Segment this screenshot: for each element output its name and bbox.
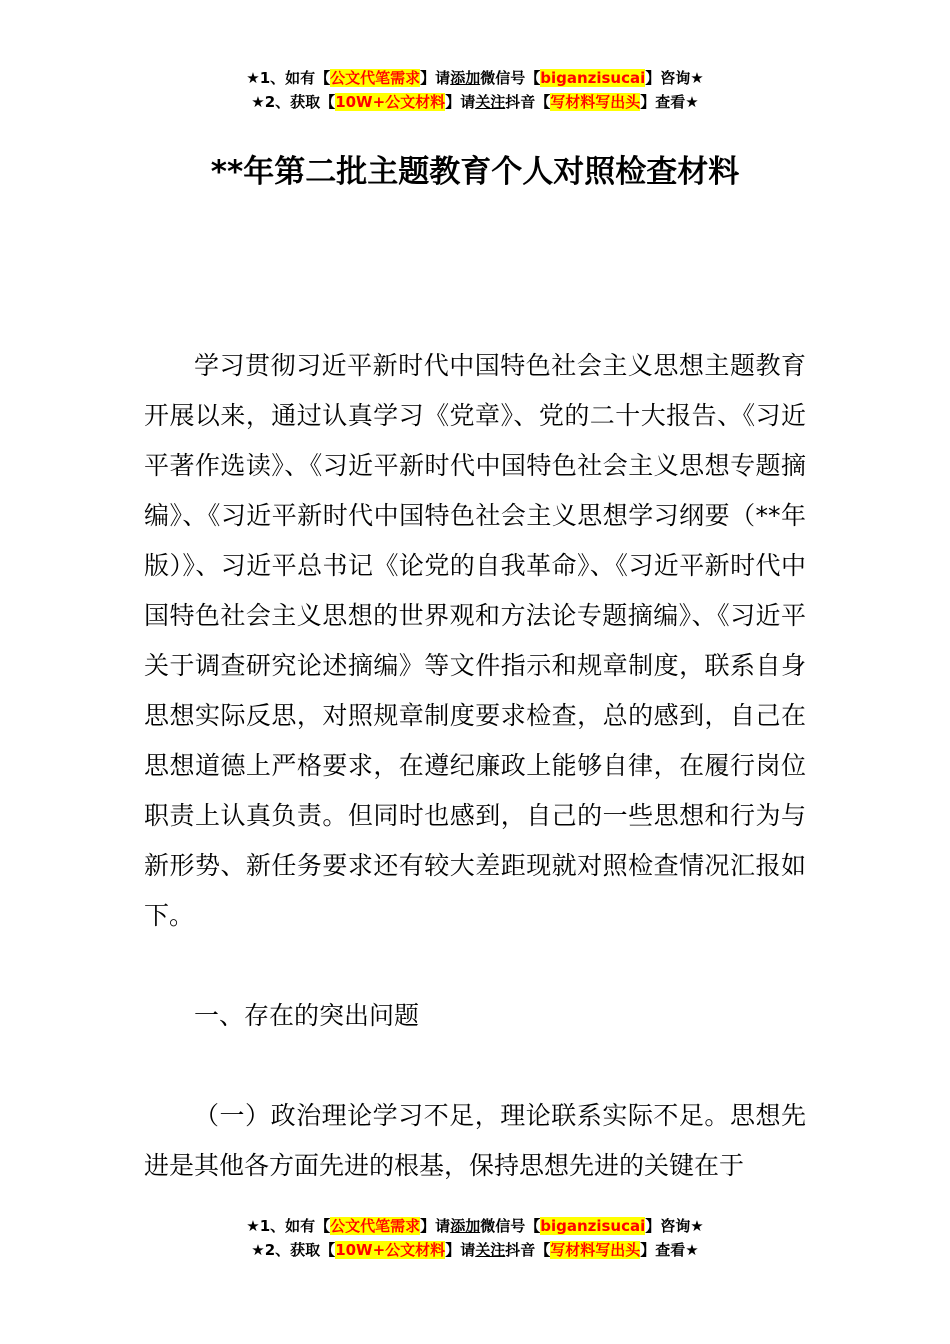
promo-account: 写材料写出头 [550, 93, 641, 111]
promo-highlight: 公文代笔需求 [330, 69, 421, 87]
promo-text: ★2、获取【 [251, 1241, 336, 1259]
footer-promo-banner [0, 1214, 950, 1262]
promo-wechat-id: biganzisucai [540, 1217, 646, 1235]
promo-underlined: 添加 [450, 69, 481, 87]
promo-highlight: 10W+公文材料 [335, 93, 446, 111]
promo-underlined: 关注 [475, 1241, 506, 1259]
promo-highlight: 公文代笔需求 [330, 1217, 421, 1235]
promo-line-2 [0, 1238, 950, 1262]
promo-text: 抖音【 [505, 93, 551, 111]
document-body [144, 341, 806, 1191]
promo-text: 抖音【 [505, 1241, 551, 1259]
intro-paragraph: 学习贯彻习近平新时代中国特色社会主义思想主题教育开展以来，通过认真学习《党章》、党的二十大报告、《习近平著作选读》、《习近平新时代中国特色社会主义思想专题摘编》、《习近平新时代中国特色社会主义思想学习纲要（**年版）》、习近平总书记《论党的自我革命》、《习近平新时代中国特色社会主义思想的世界观和方法论专题摘编》、《习近平关于调查研究论述摘编》等文件指示和规章制度，联系自身思想实际反思，对照规章制度要求检查，总的感到，自己在思想道德上严格要求，在遵纪廉政上能够自律，在履行岗位职责上认真负责。但同时也感到，自己的一些思想和行为与新形势、新任务要求还有较大差距现就对照检查情况汇报如下。 [144, 351, 806, 930]
paragraph-spacer [144, 1041, 806, 1091]
promo-line-1 [0, 1214, 950, 1238]
promo-text: ★1、如有【 [246, 69, 331, 87]
promo-underlined: 关注 [475, 93, 506, 111]
promo-text: 】查看★ [640, 93, 699, 111]
header-promo-banner [0, 66, 950, 114]
promo-text: 】请 [420, 1217, 451, 1235]
promo-text: 微信号【 [480, 1217, 541, 1235]
document-title: **年第二批主题教育个人对照检查材料 [210, 154, 740, 190]
promo-text: 】请 [445, 1241, 476, 1259]
promo-underlined: 添加 [450, 1217, 481, 1235]
promo-text: ★2、获取【 [251, 93, 336, 111]
promo-text: ★1、如有【 [246, 1217, 331, 1235]
promo-text: 】请 [445, 93, 476, 111]
promo-account: 写材料写出头 [550, 1241, 641, 1259]
promo-line-2 [0, 90, 950, 114]
promo-text: 】查看★ [640, 1241, 699, 1259]
promo-wechat-id: biganzisucai [540, 69, 646, 87]
promo-text: 】咨询★ [645, 69, 704, 87]
section-heading: 一、存在的突出问题 [194, 1001, 420, 1030]
section-paragraph: （一）政治理论学习不足，理论联系实际不足。思想先进是其他各方面先进的根基，保持思想先进的关键在于 [144, 1101, 806, 1180]
promo-text: 微信号【 [480, 69, 541, 87]
paragraph-spacer [144, 941, 806, 991]
promo-text: 】咨询★ [645, 1217, 704, 1235]
promo-text: 】请 [420, 69, 451, 87]
promo-highlight: 10W+公文材料 [335, 1241, 446, 1259]
promo-line-1 [0, 66, 950, 90]
